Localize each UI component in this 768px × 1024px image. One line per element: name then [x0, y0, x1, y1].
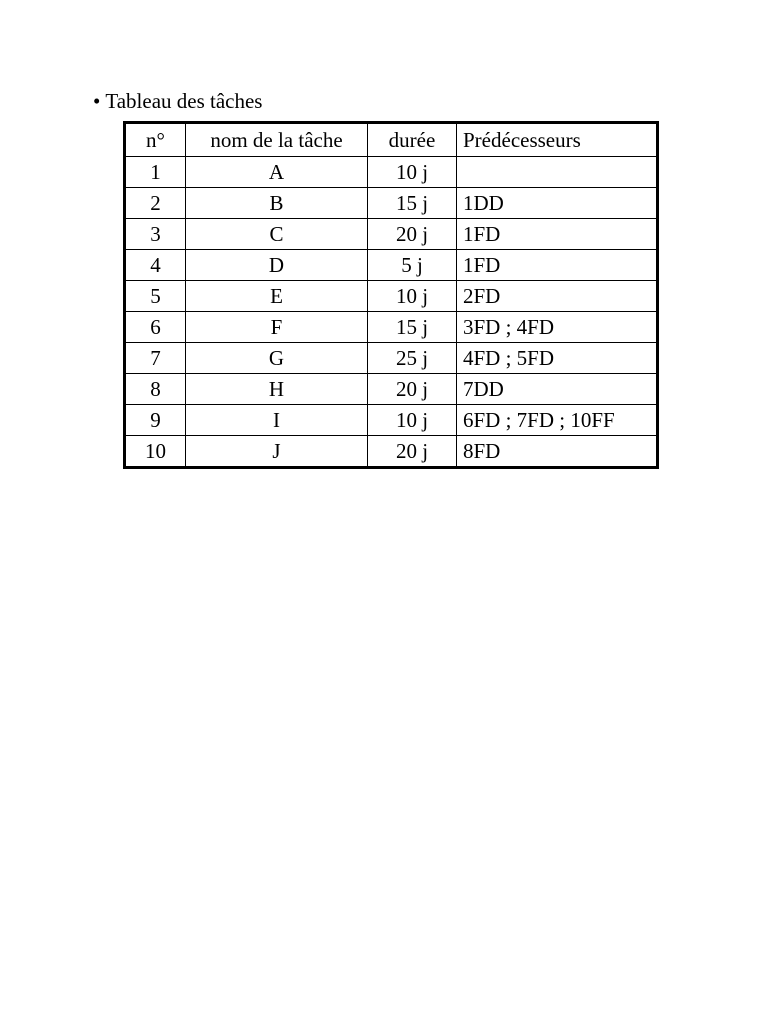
cell-predecessors: 4FD ; 5FD — [457, 343, 658, 374]
header-cell-predecessors: Prédécesseurs — [457, 123, 658, 157]
cell-number: 2 — [125, 188, 186, 219]
cell-duration: 10 j — [368, 405, 457, 436]
cell-number: 8 — [125, 374, 186, 405]
cell-task-name: D — [186, 250, 368, 281]
cell-duration: 10 j — [368, 157, 457, 188]
header-row — [125, 123, 658, 157]
task-table-body — [125, 157, 658, 468]
cell-task-name: E — [186, 281, 368, 312]
cell-number: 3 — [125, 219, 186, 250]
cell-number: 10 — [125, 436, 186, 468]
cell-task-name: J — [186, 436, 368, 468]
header-cell-task-name: nom de la tâche — [186, 123, 368, 157]
cell-duration: 15 j — [368, 188, 457, 219]
cell-task-name: I — [186, 405, 368, 436]
cell-duration: 20 j — [368, 374, 457, 405]
cell-predecessors: 7DD — [457, 374, 658, 405]
cell-number: 9 — [125, 405, 186, 436]
cell-task-name: G — [186, 343, 368, 374]
cell-duration: 20 j — [368, 436, 457, 468]
cell-predecessors: 6FD ; 7FD ; 10FF — [457, 405, 658, 436]
cell-predecessors: 2FD — [457, 281, 658, 312]
cell-duration: 25 j — [368, 343, 457, 374]
header-cell-duration: durée — [368, 123, 457, 157]
table-row — [125, 436, 658, 468]
cell-duration: 15 j — [368, 312, 457, 343]
task-table — [123, 121, 659, 469]
bullet-icon: • — [93, 89, 101, 113]
cell-number: 5 — [125, 281, 186, 312]
header-cell-number: n° — [125, 123, 186, 157]
cell-number: 4 — [125, 250, 186, 281]
cell-duration: 20 j — [368, 219, 457, 250]
cell-predecessors: 1FD — [457, 219, 658, 250]
cell-task-name: F — [186, 312, 368, 343]
cell-task-name: B — [186, 188, 368, 219]
section-title: Tableau des tâches — [105, 89, 263, 113]
table-row — [125, 157, 658, 188]
cell-task-name: A — [186, 157, 368, 188]
cell-number: 1 — [125, 157, 186, 188]
cell-task-name: C — [186, 219, 368, 250]
cell-predecessors — [457, 157, 658, 188]
cell-task-name: H — [186, 374, 368, 405]
table-row — [125, 312, 658, 343]
cell-predecessors: 8FD — [457, 436, 658, 468]
cell-predecessors: 3FD ; 4FD — [457, 312, 658, 343]
section-heading — [93, 88, 262, 114]
table-row — [125, 343, 658, 374]
cell-number: 6 — [125, 312, 186, 343]
table-row — [125, 374, 658, 405]
table-row — [125, 281, 658, 312]
cell-predecessors: 1DD — [457, 188, 658, 219]
table-row — [125, 405, 658, 436]
table-row — [125, 250, 658, 281]
cell-duration: 5 j — [368, 250, 457, 281]
table-row — [125, 219, 658, 250]
cell-predecessors: 1FD — [457, 250, 658, 281]
cell-number: 7 — [125, 343, 186, 374]
cell-duration: 10 j — [368, 281, 457, 312]
table-row — [125, 188, 658, 219]
task-table-header — [125, 123, 658, 157]
